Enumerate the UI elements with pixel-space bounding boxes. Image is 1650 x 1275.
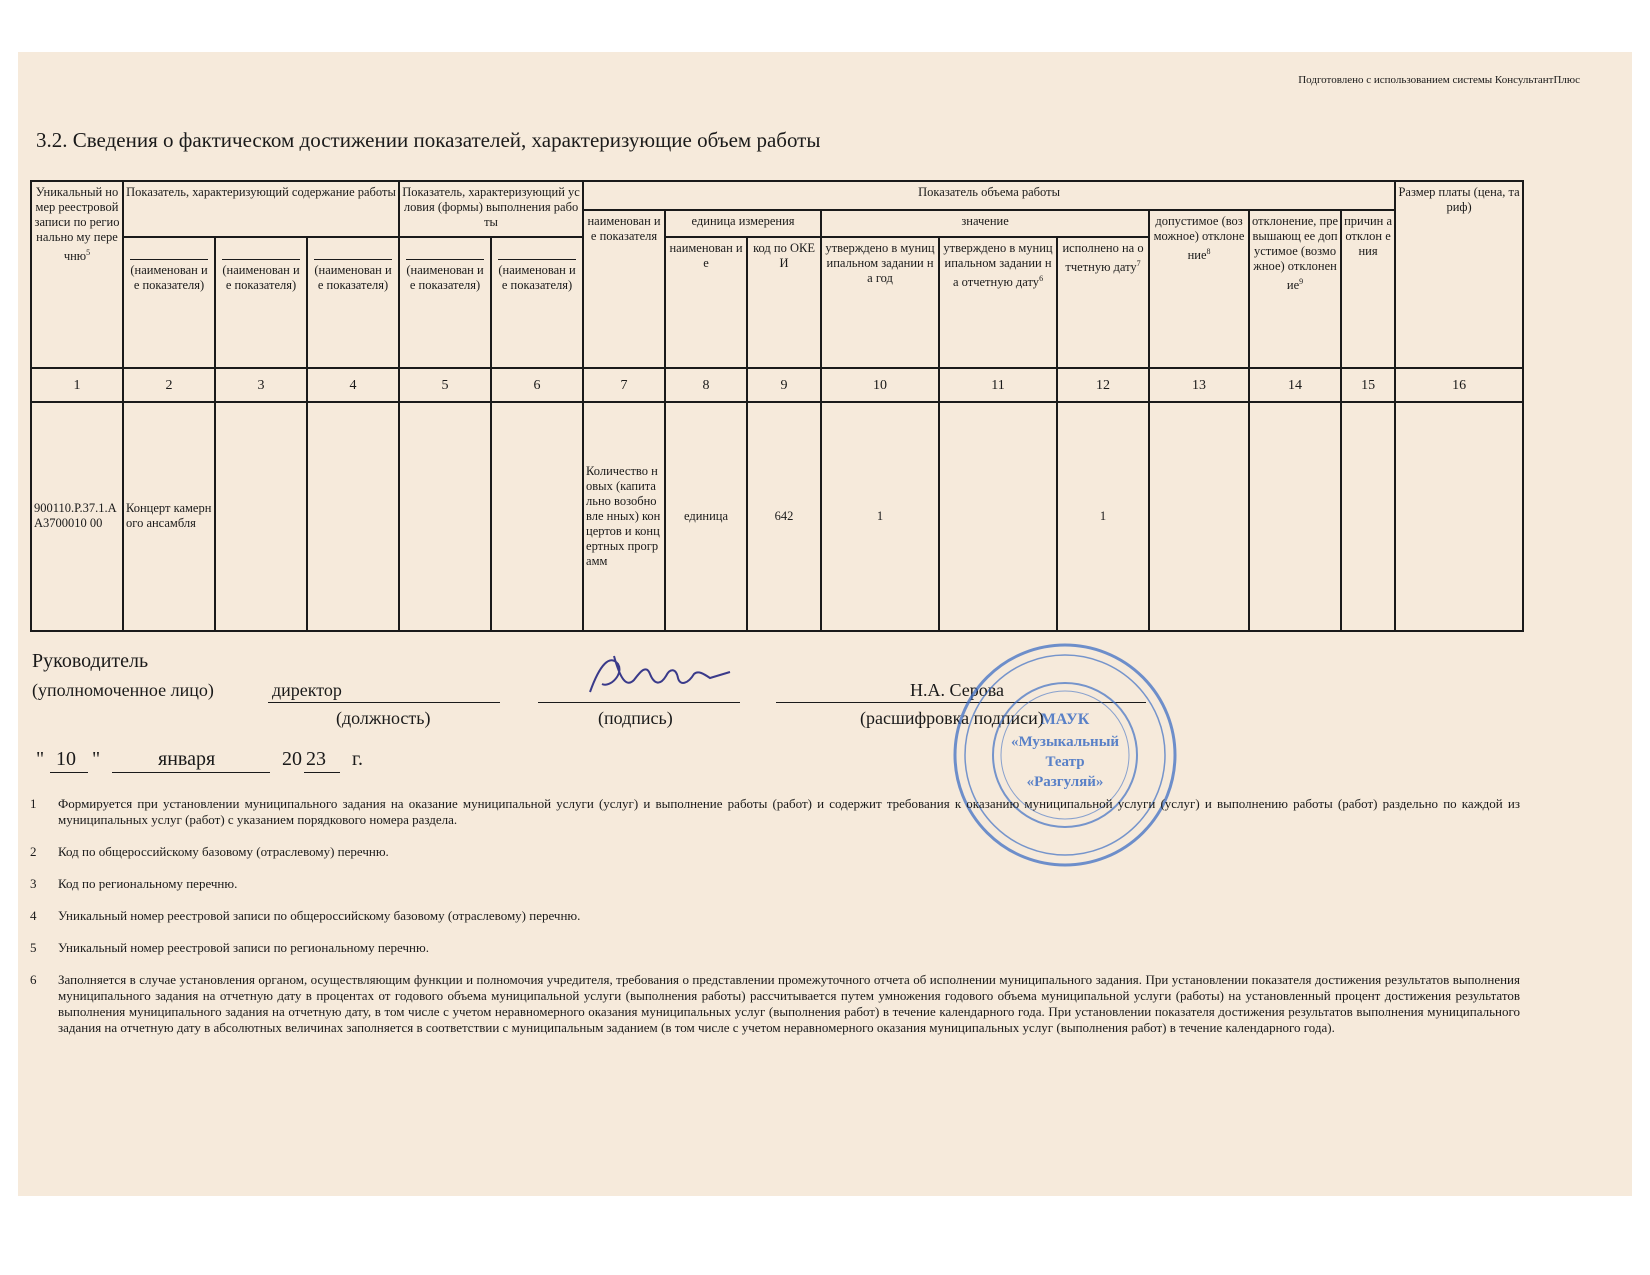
cell-okei: 642: [747, 402, 821, 631]
header-content-indicator: Показатель, характеризующий содержание работы: [123, 181, 399, 237]
col-number: 3: [215, 368, 307, 401]
svg-text:«Музыкальный: «Музыкальный: [1010, 734, 1120, 750]
date-day: 10: [56, 748, 76, 770]
handwritten-signature: [580, 644, 740, 704]
subheader-indicator-3: (наименован ие показателя): [215, 237, 307, 368]
name-caption: (расшифровка подписи): [860, 708, 1044, 728]
footnote-item: 4 Уникальный номер реестровой записи по общероссийскому базовому (отраслевому) перечню.: [30, 908, 581, 923]
position-caption: (должность): [336, 708, 431, 728]
col-number: 5: [399, 368, 491, 401]
header-approved-year: утверждено в муниципальном задании на год: [821, 237, 939, 368]
credit-line: Подготовлено с использованием системы КонсультантПлюс: [1298, 74, 1580, 86]
col-number: 9: [747, 368, 821, 401]
position-line: [268, 702, 500, 703]
col-number: 14: [1249, 368, 1341, 401]
header-exceeding-deviation: отклонение, превышающ ее допустимое (возможное) отклонение$^9$: [1249, 210, 1341, 368]
cell-empty: [1341, 402, 1395, 631]
month-line: [112, 772, 270, 773]
footnote-item: 3 Код по региональному перечню.: [30, 876, 238, 891]
date-year-word: г.: [352, 748, 363, 770]
cell-empty: [1149, 402, 1249, 631]
col-number: 7: [583, 368, 665, 401]
footnote-item: 2 Код по общероссийскому базовому (отраслевому) перечню.: [30, 844, 389, 859]
date-year-prefix: 20: [282, 748, 302, 770]
head-label: Руководитель: [32, 650, 149, 672]
cell-unit-name: единица: [665, 402, 747, 631]
cell-empty: [399, 402, 491, 631]
footnote-item: 5 Уникальный номер реестровой записи по региональному перечню.: [30, 940, 429, 955]
sign-caption: (подпись): [598, 708, 673, 728]
subheader-indicator-6: (наименован ие показателя): [491, 237, 583, 368]
header-indicator-name: наименован ие показателя: [583, 210, 665, 368]
col-number: 15: [1341, 368, 1395, 401]
col-number: 13: [1149, 368, 1249, 401]
volume-table: [30, 180, 1524, 632]
header-done: исполнено на отчетную дату$^7$: [1057, 237, 1149, 368]
cell-unique-number: 900110.Р.37.1.АА3700010 00: [31, 402, 123, 631]
footnote-item: 1 Формируется при установлении муниципального задания на оказание муниципальной услуги (услуг) и выполнение работы (работ) и содержит требования к оказанию муниципальной услуги (услуг) и выполнению работы (работ) раздельно по каждой из муниципальных услуг (работ) с указанием порядкового номера раздела.: [30, 796, 1520, 827]
svg-text:МАУК: МАУК: [1040, 711, 1090, 728]
col-number: 6: [491, 368, 583, 401]
header-conditions-indicator: Показатель, характеризующий условия (формы) выполнения работы: [399, 181, 583, 237]
subheader-indicator-2: (наименован ие показателя): [123, 237, 215, 368]
col-number: 2: [123, 368, 215, 401]
header-unique-number: Уникальный номер реестровой записи по регионально му перечню$^5$: [31, 181, 123, 368]
subheader-indicator-5: (наименован ие показателя): [399, 237, 491, 368]
col-number: 10: [821, 368, 939, 401]
header-unit-name: наименован ие: [665, 237, 747, 368]
col-number: 12: [1057, 368, 1149, 401]
cell-content: Концерт камерного ансамбля: [123, 402, 215, 631]
cell-empty: [939, 402, 1057, 631]
cell-empty: [1249, 402, 1341, 631]
header-unit: единица измерения: [665, 210, 821, 237]
header-allowed-deviation: допустимое (возможное) отклонение$^8$: [1149, 210, 1249, 368]
sign-line: [538, 702, 740, 703]
day-line: [50, 772, 88, 773]
footnotes: [30, 796, 1520, 1052]
col-number: 16: [1395, 368, 1523, 401]
header-fee: Размер платы (цена, тариф): [1395, 181, 1523, 368]
date-month: января: [158, 748, 216, 770]
col-number: 1: [31, 368, 123, 401]
cell-empty: [307, 402, 399, 631]
col-number: 11: [939, 368, 1057, 401]
date-quote-open: ": [36, 748, 45, 770]
col-number: 8: [665, 368, 747, 401]
cell-approved-year: 1: [821, 402, 939, 631]
section-title: 3.2. Сведения о фактическом достижении показателей, характеризующие объем работы: [36, 128, 821, 152]
subheader-indicator-4: (наименован ие показателя): [307, 237, 399, 368]
cell-empty: [491, 402, 583, 631]
footnote-item: 6 Заполняется в случае установления органом, осуществляющим функции и полномочия учредителя, требования о представлении промежуточного отчета об исполнении муниципального задания. При установлении показателя достижения результатов выполнения муниципального задания на отчетную дату в процентах от годового объема муниципальной услуги (выполнения работы) рассчитывается путем умножения годового объема муниципальной услуги (работы) на установленный процент достижения результатов выполнения муниципального задания на отчетную дату, в том числе с учетом неравномерного оказания муниципальных услуг (выполнения работ) в течение календарного года. При установлении показателя достижения результатов выполнения муниципального задания на отчетную дату в абсолютных величинах заполняется в соответствии с муниципальным заданием (в том числе с учетом неравномерного оказания муниципальных услуг (выполнения работ) в течение календарного года).: [30, 972, 1520, 1035]
year-line: [304, 772, 340, 773]
header-approved-date: утверждено в муниципальном задании на отчетную дату$^6$: [939, 237, 1057, 368]
position-value: директор: [272, 680, 342, 700]
name-value: Н.А. Серова: [910, 680, 1004, 700]
date-year-suffix: 23: [306, 748, 326, 770]
header-volume-indicator: Показатель объема работы: [583, 181, 1395, 210]
header-value: значение: [821, 210, 1149, 237]
col-number: 4: [307, 368, 399, 401]
svg-text:Театр: Театр: [1045, 754, 1085, 770]
cell-done: 1: [1057, 402, 1149, 631]
cell-empty: [215, 402, 307, 631]
header-deviation-reason: причин а отклон ения: [1341, 210, 1395, 368]
header-okei-code: код по ОКЕИ: [747, 237, 821, 368]
date-quote-close: ": [92, 748, 101, 770]
authorized-label: (уполномоченное лицо): [32, 680, 214, 700]
cell-indicator-name: Количество новых (капитально возобновле нных) концертов и концертных программ: [583, 402, 665, 631]
svg-text:«Разгуляй»: «Разгуляй»: [1026, 774, 1104, 790]
cell-empty: [1395, 402, 1523, 631]
